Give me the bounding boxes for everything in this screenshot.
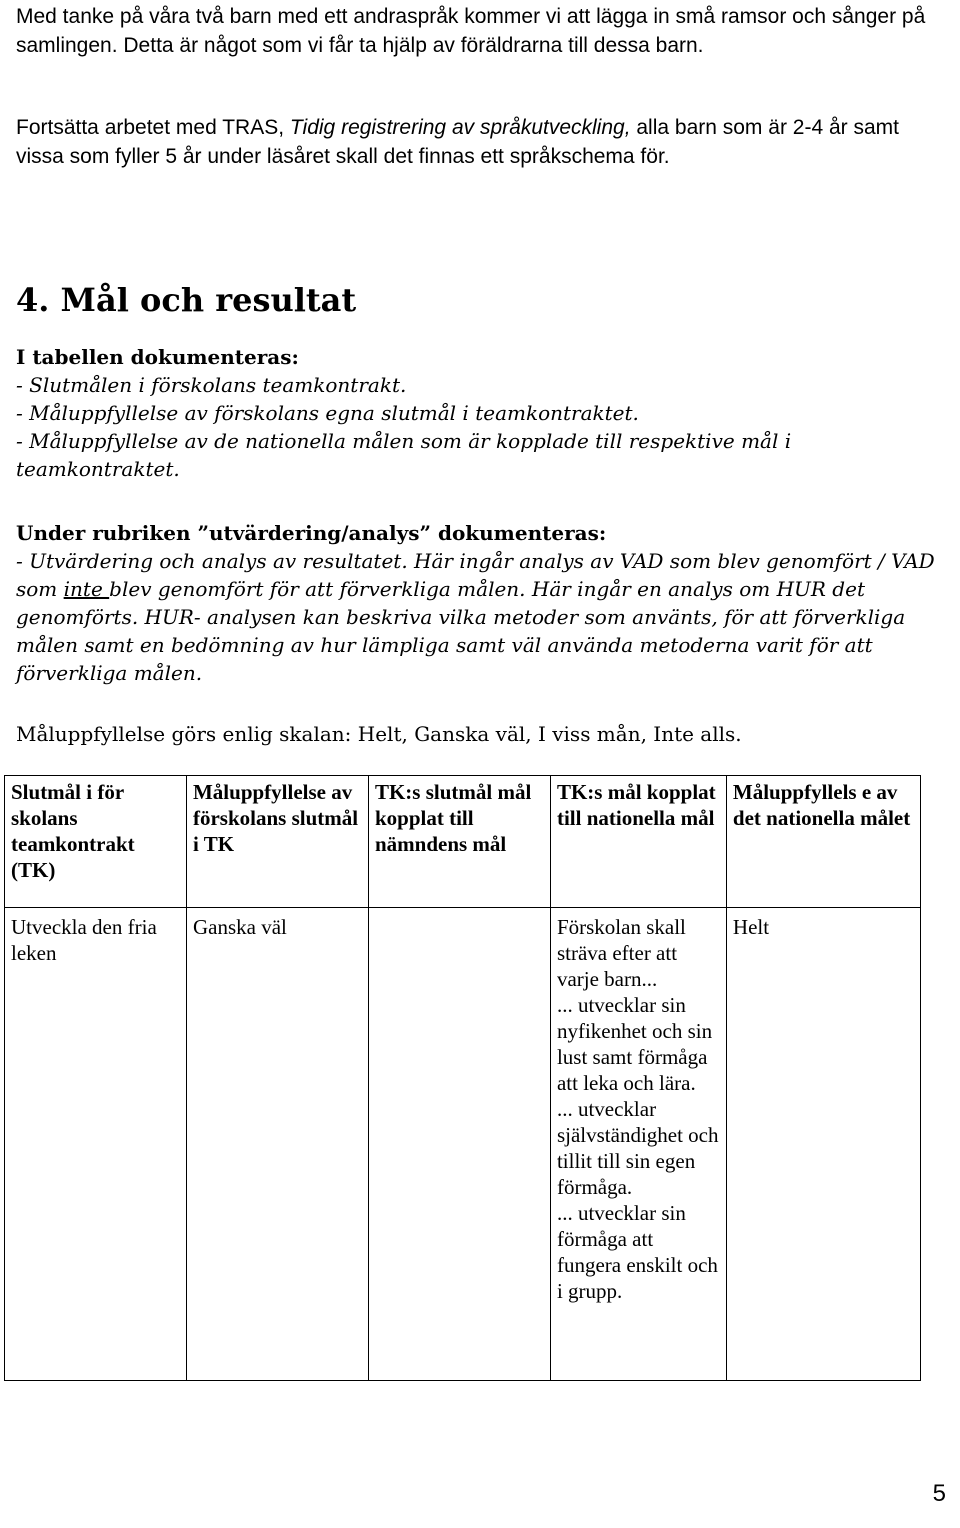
national-goal-line: ... utvecklar sin nyfikenhet och sin lust samt förmåga att leka och lära. bbox=[556, 993, 713, 1095]
tras-text-end: alla barn som är 2-4 år samt vissa som fyller 5 år under läsåret skall det finnas ett språkschema för. bbox=[16, 116, 899, 168]
table-cell-committee-goal bbox=[368, 908, 550, 1381]
documentation-item: - Slutmålen i förskolans teamkontrakt. bbox=[16, 373, 407, 397]
table-row bbox=[5, 908, 921, 1381]
scale-text: Måluppfyllelse görs enlig skalan: Helt, Ganska väl, I viss mån, Inte alls. bbox=[16, 722, 742, 746]
documentation-item: - Måluppfyllelse av de nationella målen som är kopplade till respektive mål i teamkontraktet. bbox=[16, 429, 792, 481]
table-cell-goal: Utveckla den fria leken bbox=[5, 908, 187, 1381]
tras-italic: Tidig registrering av språkutveckling, bbox=[289, 116, 631, 139]
table-cell-fulfillment: Ganska väl bbox=[186, 908, 368, 1381]
analysis-text bbox=[16, 547, 936, 687]
analysis-text-start: - Utvärdering och analys av resultatet. Här ingår analys av VAD som blev genomfört / VAD som bbox=[16, 549, 935, 601]
tras-text-start: Fortsätta arbetet med TRAS, bbox=[16, 116, 290, 139]
table-header-row bbox=[5, 776, 921, 908]
table-cell-national-goal bbox=[550, 908, 726, 1381]
documentation-item: - Måluppfyllelse av förskolans egna slutmål i teamkontraktet. bbox=[16, 401, 639, 425]
intro-paragraph: Med tanke på våra två barn med ett andraspråk kommer vi att lägga in små ramsor och sånger på samlingen. Detta är något som vi får ta hjälp av föräldrarna till dessa barn. bbox=[16, 5, 926, 57]
table-header-cell: TK:s mål kopplat till nationella mål bbox=[550, 776, 726, 908]
table-header-cell: TK:s slutmål mål kopplat till nämndens mål bbox=[368, 776, 550, 908]
table-cell-national-fulfillment: Helt bbox=[726, 908, 920, 1381]
tras-paragraph bbox=[16, 113, 941, 171]
national-goal-line: Förskolan skall sträva efter att varje barn... bbox=[556, 915, 686, 991]
documentation-list bbox=[16, 343, 936, 483]
page-number: 5 bbox=[932, 1480, 946, 1507]
analysis-text-end: blev genomfört för att förverkliga målen. Här ingår en analys om HUR det genomförts. HUR- analysen kan beskriva vilka metoder som använts, för att förverkliga målen samt en bedömning av hur lämpliga samt väl använda metoderna varit för att förverkliga målen. bbox=[16, 577, 906, 685]
table-header-cell: Måluppfyllels e av det nationella målet bbox=[726, 776, 920, 908]
documentation-title: I tabellen dokumenteras: bbox=[16, 345, 299, 369]
table-header-cell: Slutmål i för skolans teamkontrakt (TK) bbox=[5, 776, 187, 908]
goals-table bbox=[4, 775, 921, 1381]
section-heading: 4. Mål och resultat bbox=[16, 281, 357, 319]
national-goal-line: ... utvecklar självständighet och tillit till sin egen förmåga. bbox=[556, 1097, 719, 1199]
analysis-title: Under rubriken ”utvärdering/analys” dokumenteras: bbox=[16, 521, 607, 545]
analysis-section bbox=[16, 519, 936, 687]
table-header-cell: Måluppfyllelse av förskolans slutmål i TK bbox=[186, 776, 368, 908]
analysis-underlined: inte bbox=[63, 577, 110, 601]
national-goal-line: ... utvecklar sin förmåga att fungera enskilt och i grupp. bbox=[556, 1201, 718, 1303]
